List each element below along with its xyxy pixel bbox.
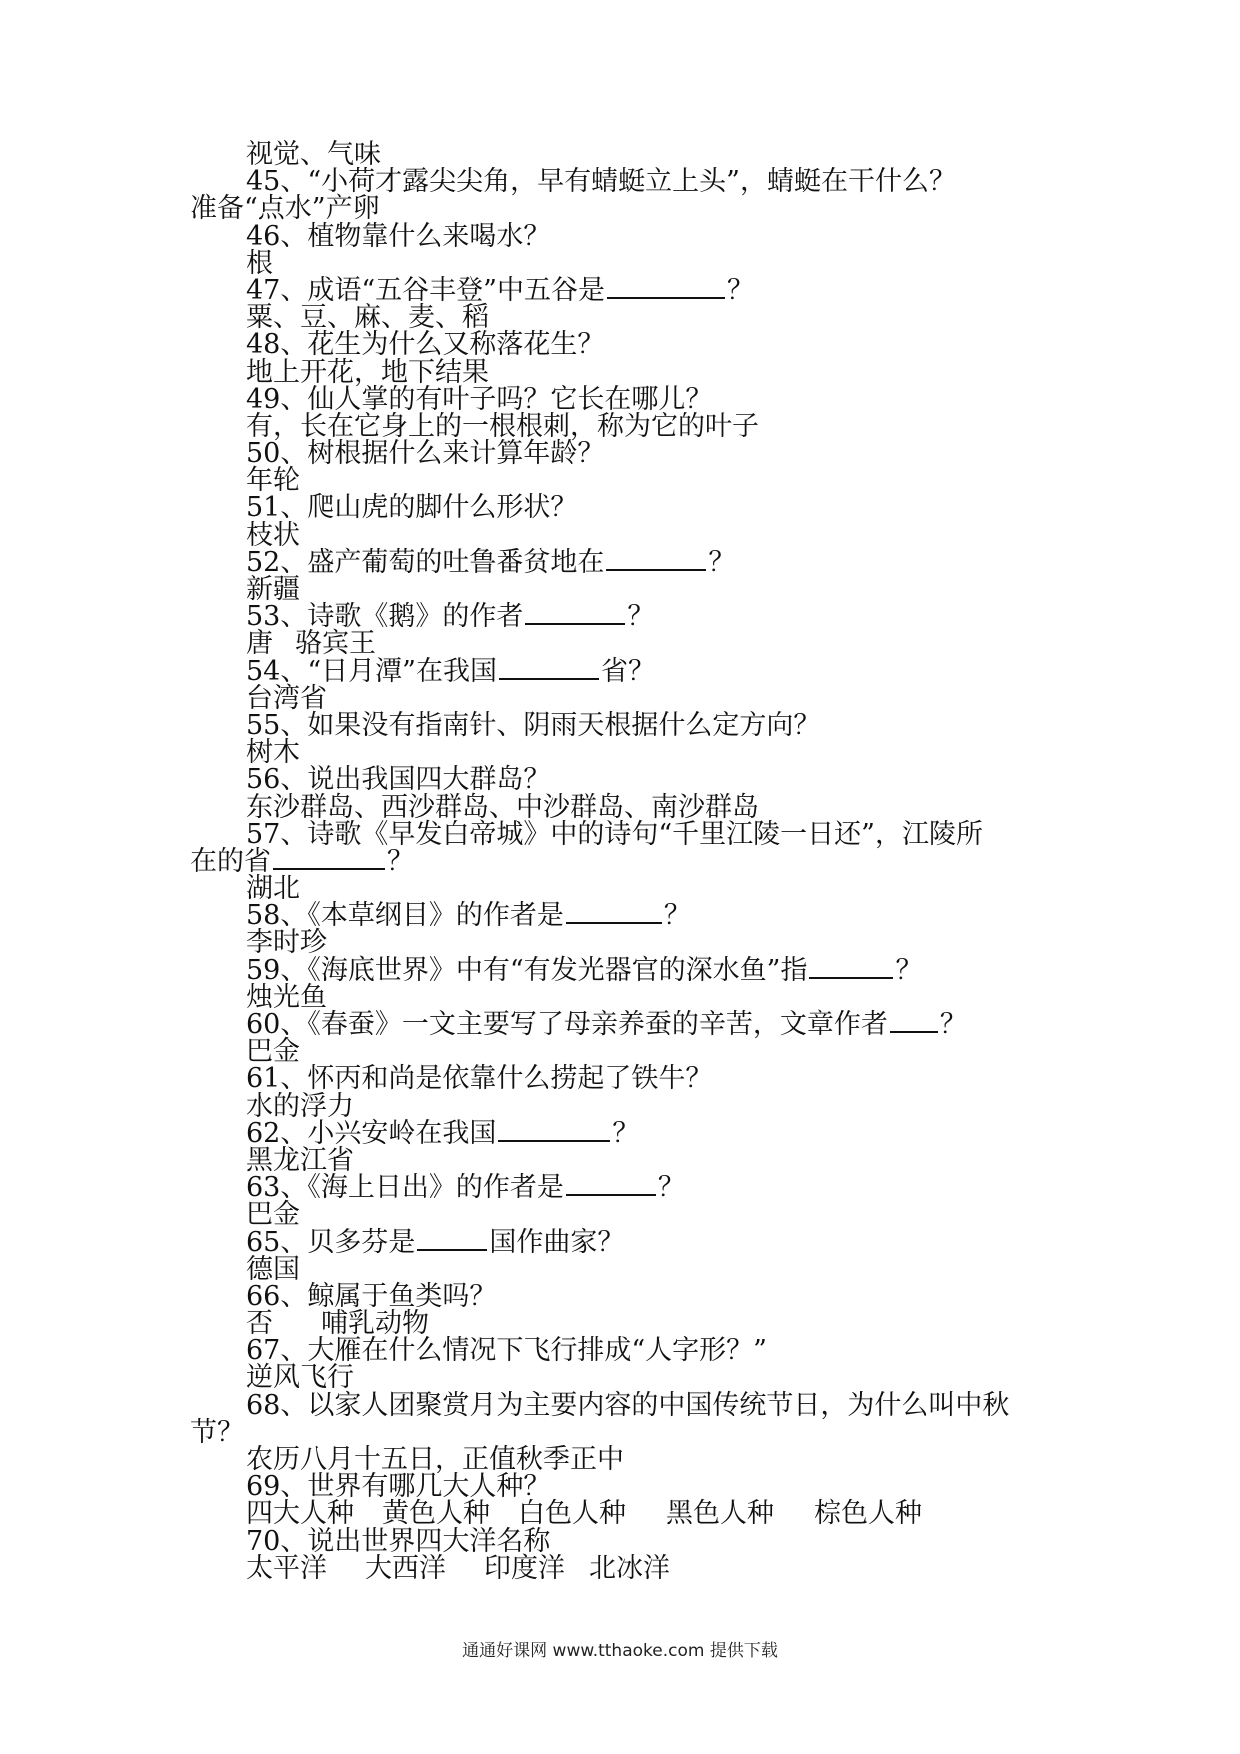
answer-text: 大西洋 bbox=[365, 1552, 446, 1584]
question-line bbox=[190, 1117, 1070, 1149]
answer-text: 骆宾王 bbox=[295, 628, 376, 660]
fill-in-blank bbox=[566, 902, 662, 924]
question-text: 在的省 bbox=[190, 845, 271, 877]
answer-line: 地上开花，地下结果 bbox=[246, 356, 489, 388]
answer-line: 黑龙江省 bbox=[246, 1144, 354, 1176]
answer-line: 树木 bbox=[246, 737, 300, 769]
question-line: 56、说出我国四大群岛？ bbox=[246, 764, 551, 796]
answer-line bbox=[190, 628, 1070, 660]
question-text: ？ bbox=[612, 1117, 640, 1149]
question-text: 65、贝多芬是 bbox=[246, 1226, 416, 1258]
answer-line: 新疆 bbox=[246, 574, 300, 605]
question-line bbox=[190, 1172, 1070, 1204]
question-text: 国作曲家？ bbox=[489, 1226, 625, 1258]
question-text: ？ bbox=[663, 900, 691, 932]
answer-line: 烛光鱼 bbox=[246, 981, 327, 1013]
answer-text: 白色人种 bbox=[518, 1498, 626, 1530]
question-text: ？ bbox=[939, 1009, 967, 1040]
question-line: 57、诗歌《早发白帝城》中的诗句“千里江陵一日还”，江陵所 bbox=[246, 818, 983, 850]
question-text: 47、成语“五谷丰登”中五谷是 bbox=[246, 274, 605, 306]
question-line bbox=[190, 601, 1070, 633]
fill-in-blank bbox=[525, 603, 625, 625]
answer-text: 四大人种 bbox=[246, 1498, 354, 1530]
answer-text: 哺乳动物 bbox=[321, 1308, 429, 1340]
answer-line: 视觉、气味 bbox=[246, 139, 381, 170]
question-line bbox=[190, 546, 1070, 578]
fill-in-blank bbox=[890, 1011, 938, 1033]
answer-text: 太平洋 bbox=[246, 1552, 327, 1584]
answer-text: 黑色人种 bbox=[666, 1498, 774, 1530]
question-text: 52、盛产葡萄的吐鲁番贫地在 bbox=[246, 546, 605, 578]
answer-text: 否 bbox=[246, 1308, 273, 1340]
question-text: ？ bbox=[657, 1172, 685, 1204]
question-text: 53、诗歌《鹅》的作者 bbox=[246, 601, 524, 633]
question-line bbox=[190, 900, 1070, 932]
question-line: 节？ bbox=[190, 1416, 244, 1448]
question-text: ？ bbox=[895, 954, 923, 986]
question-text: 62、小兴安岭在我国 bbox=[246, 1117, 497, 1149]
question-line: 68、以家人团聚赏月为主要内容的中国传统节日，为什么叫中秋 bbox=[246, 1389, 1010, 1421]
question-text: ？ bbox=[627, 601, 655, 633]
question-text: 59、《海底世界》中有“有发光器官的深水鱼”指 bbox=[246, 954, 808, 986]
fill-in-blank bbox=[498, 1120, 610, 1142]
answer-line: 巴金 bbox=[246, 1199, 300, 1231]
question-line: 48、花生为什么又称落花生？ bbox=[246, 329, 605, 361]
answer-text: 北冰洋 bbox=[589, 1552, 670, 1584]
answer-line: 准备“点水”产卵 bbox=[190, 193, 380, 225]
question-text: 63、《海上日出》的作者是 bbox=[246, 1172, 564, 1204]
question-line: 51、爬山虎的脚什么形状？ bbox=[246, 492, 578, 524]
question-line: 70、说出世界四大洋名称 bbox=[246, 1525, 551, 1557]
answer-line: 有，长在它身上的一根根刺，称为它的叶子 bbox=[246, 410, 759, 442]
fill-in-blank bbox=[809, 957, 893, 979]
fill-in-blank bbox=[566, 1174, 656, 1196]
answer-line: 逆风飞行 bbox=[246, 1362, 354, 1394]
question-text: 54、“日月潭”在我国 bbox=[246, 655, 497, 687]
question-text: 省？ bbox=[600, 655, 655, 687]
question-line bbox=[190, 274, 1070, 306]
question-text: ？ bbox=[708, 546, 736, 578]
answer-line: 粟、豆、麻、麦、稻 bbox=[246, 302, 489, 334]
question-text: 60、《春蚕》一文主要写了母亲养蚕的辛苦，文章作者 bbox=[246, 1009, 888, 1040]
answer-line: 李时珍 bbox=[246, 927, 327, 959]
fill-in-blank bbox=[499, 658, 599, 680]
answer-line: 水的浮力 bbox=[246, 1090, 354, 1122]
answer-line: 台湾省 bbox=[246, 682, 327, 714]
question-line: 66、鲸属于鱼类吗？ bbox=[246, 1280, 497, 1312]
fill-in-blank bbox=[606, 549, 706, 571]
fill-in-blank bbox=[273, 848, 385, 870]
question-line bbox=[190, 954, 1070, 986]
question-line bbox=[190, 1226, 1070, 1258]
answer-line: 枝状 bbox=[246, 519, 300, 551]
question-line bbox=[190, 655, 1070, 687]
question-text: ？ bbox=[387, 845, 414, 877]
question-text: ？ bbox=[726, 274, 754, 306]
answer-text: 印度洋 bbox=[484, 1552, 565, 1584]
answer-text: 黄色人种 bbox=[382, 1498, 490, 1530]
question-line: 49、仙人掌的有叶子吗？它长在哪儿？ bbox=[246, 383, 713, 415]
answer-line: 年轮 bbox=[246, 465, 300, 497]
answer-line bbox=[190, 1552, 1070, 1584]
answer-line: 东沙群岛、西沙群岛、中沙群岛、南沙群岛 bbox=[246, 791, 759, 823]
answer-line bbox=[190, 1498, 1070, 1530]
answer-line: 农历八月十五日，正值秋季正中 bbox=[246, 1444, 624, 1475]
answer-line bbox=[190, 1308, 1070, 1340]
document-body bbox=[190, 141, 1070, 1582]
question-line: 50、树根据什么来计算年龄？ bbox=[246, 438, 605, 470]
answer-text: 棕色人种 bbox=[814, 1498, 922, 1530]
answer-line: 根 bbox=[246, 247, 273, 279]
question-text: 58、《本草纲目》的作者是 bbox=[246, 900, 564, 932]
question-line bbox=[190, 1011, 1070, 1038]
question-line bbox=[190, 845, 1070, 877]
answer-line: 湖北 bbox=[246, 873, 300, 905]
question-line: 61、怀丙和尚是依靠什么捞起了铁牛？ bbox=[246, 1063, 713, 1095]
fill-in-blank bbox=[417, 1229, 487, 1251]
answer-line: 德国 bbox=[246, 1253, 300, 1285]
fill-in-blank bbox=[607, 277, 725, 299]
question-line: 55、如果没有指南针、阴雨天根据什么定方向？ bbox=[246, 709, 821, 741]
question-line: 45、“小荷才露尖尖角，早有蜻蜓立上头”，蜻蜓在干什么？ bbox=[246, 166, 956, 198]
question-line: 67、大雁在什么情况下飞行排成“人字形？” bbox=[246, 1335, 767, 1367]
answer-text: 唐 bbox=[246, 628, 273, 660]
footer-source: 通通好课网 www.tthaoke.com 提供下载 bbox=[462, 1641, 778, 1661]
question-line: 46、植物靠什么来喝水？ bbox=[246, 220, 551, 252]
question-line: 69、世界有哪几大人种？ bbox=[246, 1471, 551, 1503]
answer-line: 巴金 bbox=[246, 1036, 300, 1068]
